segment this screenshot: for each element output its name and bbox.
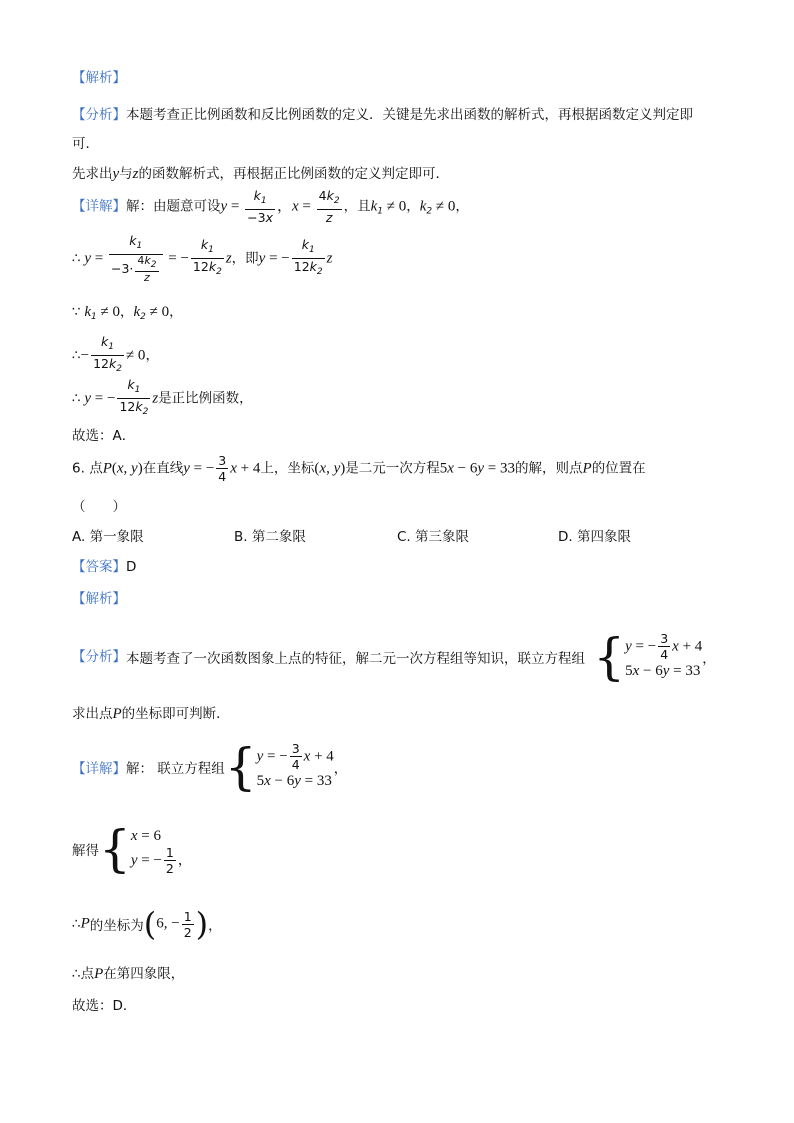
q5-method-line: 先求出y与z的函数解析式，再根据正比例函数的定义判定即可． (72, 166, 450, 182)
fraction: $k_1$ −3· $\frac{4k_2}{z}$ (109, 233, 163, 284)
fraction: $\frac{k_1}{-3x}$ (247, 188, 273, 225)
fraction: $\frac{3}{4}$ (218, 453, 227, 484)
q6-option-c: C. 第三象限 (397, 529, 470, 545)
q5-answer-pick: 故选：A． (72, 428, 136, 444)
q6-analysis-line: 【分析】本题考查了一次函数图象上点的特征，解二元一次方程组等知识，联立方程组 { y = − $\frac{3}{4}$ x + 4 5x − 6y = 33 ， (72, 628, 716, 686)
q6-answer-line (72, 555, 136, 575)
q5-conclusion-line: ∴ y = − $\frac{k_1}{12k_2}$ z是正比例函数， (72, 377, 253, 420)
solution-system: x = 6 y = − $\frac{1}{2}$ ， (130, 827, 192, 876)
q5-analysis-line-1 (72, 103, 693, 123)
q5-analysis-line-2: 可． (72, 136, 99, 152)
analysis-label: 【分析】 (72, 649, 126, 665)
q6-blank: （ ） (72, 499, 126, 515)
fraction: $\frac{k_1}{12k_2}$ (119, 377, 149, 417)
q6-option-b: B. 第二象限 (234, 529, 306, 545)
analysis-label: 【分析】 (72, 107, 126, 123)
q6-quadrant-line: ∴点P在第四象限， (72, 966, 185, 982)
q5-detail-line: 【详解】解：由题意可设y = $\frac{k_1}{-3x}$ ，x = $\frac{4k_2}{z}$ ，且$k_1 \ne 0$，$k_2 \ne 0$， (72, 188, 469, 225)
detail-label: 【详解】 (72, 198, 126, 215)
q6-solution-line: 解得{ x = 6 y = − $\frac{1}{2}$ ， (72, 820, 192, 878)
fraction: $\frac{k_1}{12k_2}$ (93, 334, 122, 374)
fraction: $\frac{k_1}{12k_2}$ (293, 237, 323, 277)
q6-answer-pick: 故选：D． (72, 998, 137, 1014)
fraction: $\frac{k_1}{12k_2}$ (192, 237, 222, 277)
q5-because-line: ∵ $k_1 \ne 0$，$k_2 \ne 0$， (72, 304, 183, 322)
q5-nonzero-line: ∴− $\frac{k_1}{12k_2}$ ≠ 0， (72, 334, 159, 377)
equation-system: y = − $\frac{3}{4}$ x + 4 5x − 6y = 33 (256, 740, 334, 789)
q6-option-a: A. 第一象限 (72, 529, 144, 545)
q6-coordinate-line: ∴P的坐标为(6, − $\frac{1}{2}$ )， (72, 905, 222, 943)
answer-value: D (126, 559, 137, 575)
equation-system: y = − $\frac{3}{4}$ x + 4 5x − 6y = 33 (625, 630, 703, 679)
q5-derivation-line: ∴ y = $k_1$ −3· $\frac{4k_2}{z}$ = − $\frac{k_1}{12k_2}$ z，即y = − $\frac{k_1}{12k_2}$ z (72, 233, 333, 284)
detail-label: 【详解】 (72, 761, 126, 777)
q6-option-d: D. 第四象限 (558, 529, 631, 545)
analysis-text: 本题考查正比例函数和反比例函数的定义．关键是先求出函数的解析式，再根据函数定义判定即 (126, 107, 693, 123)
q6-stem: 6. 点P(x, y)在直线y = − $\frac{3}{4}$ x + 4上，坐标(x, y)是二元一次方程5x − 6y = 33的解，则点P的位置在 (72, 453, 646, 484)
q6-detail-line: 【详解】解： 联立方程组{ y = − $\frac{3}{4}$ x + 4 5x − 6y = 33 ， (72, 738, 348, 796)
q6-analysis-heading: 【解析】 (72, 591, 126, 607)
fraction: $\frac{4k_2}{z}$ (318, 188, 340, 225)
analysis-heading: 【解析】 (72, 70, 126, 86)
answer-label: 【答案】 (72, 559, 126, 575)
q6-analysis-line-2: 求出点P的坐标即可判断． (72, 706, 230, 722)
